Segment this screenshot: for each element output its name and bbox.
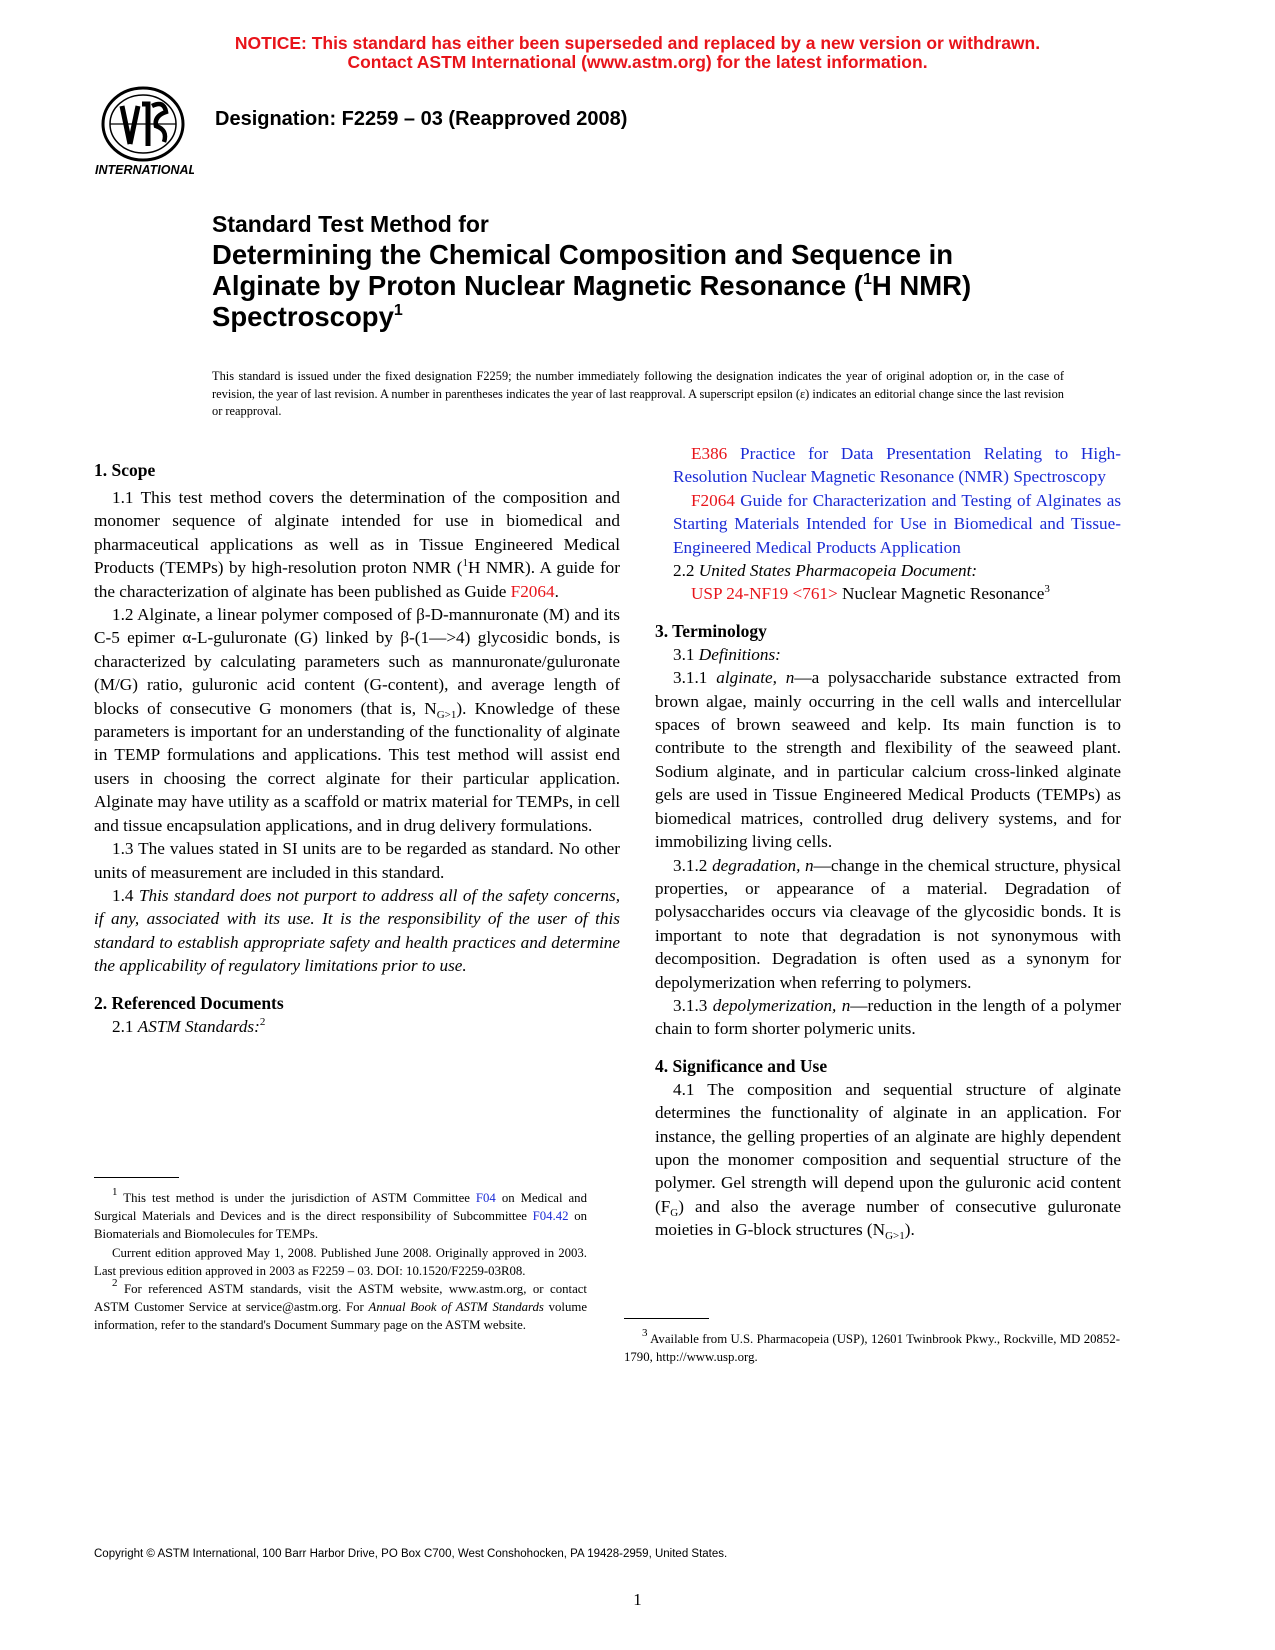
terminology-3-1-num: 3.1 (673, 644, 699, 664)
title-line-3 (212, 301, 1112, 332)
definition-alginate-num: 3.1.1 (673, 668, 717, 688)
scope-1-2-text-2: ). Knowledge of these parameters is important for an understanding of the functionality of alginate in TEMP formulations and applications. This test method will assist end users in choosing the correct alginate for their particular application. Alginate may have utility as a scaffold or matrix material for TEMPs, in cell and tissue encapsulation applications, and in drug delivery formulations. (94, 698, 620, 835)
references-2-1 (94, 1015, 620, 1038)
footnote-3-mark: 3 (642, 1327, 648, 1339)
footnote-1-mark: 1 (112, 1186, 118, 1198)
title-line-1: Determining the Chemical Composition and Sequence in (212, 239, 954, 270)
significance-4-1-text-2: ) and also the average number of consecutive guluronate moieties in G-block structures (N (655, 1196, 1121, 1240)
heading-scope: 1. Scope (94, 460, 156, 480)
footnote-1 (94, 1186, 588, 1244)
significance-4-1-text: 4.1 The composition and sequential structure of alginate determines the functionality of alginate in an application. For instance, the gelling properties of an alginate are highly dependent upon the monomer composition and sequential structure of the polymer. Gel strength will depend upon the guluronic acid content (F (655, 1079, 1121, 1216)
reference-item-f2064 (655, 489, 1121, 559)
title-line-2-pre: Alginate by Proton Nuclear Magnetic Resonance ( (212, 270, 863, 301)
left-column (94, 459, 620, 1038)
title-footnote-ref: 1 (393, 302, 403, 319)
significance-4-1 (655, 1078, 1121, 1242)
footnote-rule-left (94, 1177, 179, 1178)
notice-banner (0, 34, 1275, 72)
footnote-2-text-a: For referenced ASTM standards, visit the ASTM website, www.astm.org, or contact ASTM Customer Service at service@astm.org. For (94, 1282, 587, 1315)
issued-note: This standard is issued under the fixed designation F2259; the number immediately following the designation indicates the year of original adoption or, in the case of revision, the year of last revision. A number in parentheses indicates the year of last reapproval. A superscript epsilon (ε) indicates an editorial change since the last revision or reapproval. (212, 369, 1064, 418)
footnote-2 (94, 1277, 588, 1335)
reference-item-e386 (655, 442, 1121, 489)
footnote-2-mark: 2 (112, 1277, 118, 1290)
right-column (655, 442, 1121, 1242)
reference-item-usp (655, 582, 1121, 605)
title-line-2 (212, 270, 1112, 301)
designation: Designation: F2259 – 03 (Reapproved 2008) (215, 108, 628, 130)
definition-alginate-term: alginate, n (716, 668, 795, 688)
scope-1-1-text-2: H NMR). A guide for the characterization of alginate has been published as Guide (94, 558, 620, 601)
scope-1-1-end: . (554, 581, 559, 601)
references-2-1-num: 2.1 (112, 1016, 138, 1036)
footnote-1-text-b: on Medical and Surgical Materials and Devices and is the direct responsibility of Subcommittee (94, 1191, 587, 1224)
scope-1-2 (94, 603, 620, 837)
scope-1-4-num: 1.4 (112, 885, 139, 905)
notice-line-1: NOTICE: This standard has either been superseded and replaced by a new version or withdrawn. (234, 33, 1041, 53)
document-title (212, 210, 1112, 332)
footnote-2-text-b: volume information, refer to the standard's Document Summary page on the ASTM website. (94, 1300, 588, 1333)
astm-logo-graphic (92, 86, 194, 178)
footnote-3 (624, 1327, 1120, 1366)
footnote-2-italic: Annual Book of ASTM Standards (368, 1300, 544, 1315)
title-line-2-post: H NMR) (871, 270, 972, 301)
scope-1-4 (94, 884, 620, 978)
footnote-3-text: Available from U.S. Pharmacopeia (USP), 12601 Twinbrook Pkwy., Rockville, MD 20852-1790, http://www.usp.org. (624, 1332, 1120, 1365)
scope-1-1-sup: 1 (462, 557, 469, 570)
footnote-rule-right (624, 1318, 709, 1319)
notice-line-2: Contact ASTM International (www.astm.org) for the latest information. (347, 52, 928, 72)
definition-degradation-num: 3.1.2 (673, 855, 713, 875)
title-line-2-sup: 1 (862, 271, 872, 288)
link-e386[interactable]: E386 (691, 444, 728, 463)
definition-depolymerization-term: depolymerization, n (712, 995, 851, 1015)
reference-e386-title[interactable]: Practice for Data Presentation Relating to High-Resolution Nuclear Magnetic Resonance (NMR) Spectroscopy (673, 444, 1122, 487)
heading-referenced-documents: 2. Referenced Documents (94, 992, 284, 1013)
scope-1-1-text: 1.1 This test method covers the determination of the composition and monomer sequence of alginate intended for use in biomedical and pharmaceutical applications as well as in Tissue Engineered Medical Products (TEMPs) by high-resolution proton NMR ( (94, 488, 620, 578)
terminology-3-1 (655, 643, 1121, 666)
definition-depolymerization-num: 3.1.3 (673, 995, 713, 1015)
definition-depolymerization (655, 994, 1121, 1041)
title-line-3-text: Spectroscopy (212, 301, 394, 332)
references-2-2-text: United States Pharmacopeia Document: (698, 561, 978, 581)
heading-significance: 4. Significance and Use (655, 1055, 828, 1076)
link-f04[interactable]: F04 (475, 1191, 496, 1205)
significance-4-1-sub-1: G (670, 1206, 679, 1219)
footnotes-left (94, 1186, 588, 1335)
significance-4-1-end: ). (904, 1220, 915, 1240)
copyright: Copyright © ASTM International, 100 Barr Harbor Drive, PO Box C700, West Conshohocken, PA 19428-2959, United States. (94, 1548, 728, 1560)
logo-text: INTERNATIONAL (95, 163, 194, 177)
scope-1-2-sub: G>1 (436, 708, 457, 721)
scope-1-1 (94, 486, 620, 603)
scope-1-2-text: 1.2 Alginate, a linear polymer composed of β-D-mannuronate (M) and its C-5 epimer α-L-guluronate (G) linked by β-(1—>4) glycosidic bonds, is characterized by calculating parameters such as mannuronate/guluronate (M/G) ratio, guluronic acid content (G-content), and average length of blocks of consecutive G monomers (that is, N (94, 605, 620, 718)
definition-depolymerization-text: —reduction in the length of a polymer chain to form shorter polymeric units. (655, 995, 1121, 1039)
definition-alginate (655, 666, 1121, 853)
definition-degradation (655, 854, 1121, 994)
definition-degradation-term: degradation, n (712, 855, 814, 875)
link-f04-42[interactable]: F04.42 (532, 1209, 569, 1224)
footnote-1-text-c: on Biomaterials and Biomolecules for TEMPs. (94, 1209, 588, 1242)
reference-usp-title: Nuclear Magnetic Resonance (837, 584, 1045, 604)
title-lead: Standard Test Method for (212, 211, 489, 237)
significance-4-1-sub-2: G>1 (885, 1230, 905, 1243)
scope-1-4-text: This standard does not purport to address all of the safety concerns, if any, associated with its use. It is the responsibility of the user of this standard to establish appropriate safety and health practices and determine the applicability of regulatory limitations prior to use. (94, 885, 621, 976)
astm-logo (92, 86, 194, 178)
heading-terminology: 3. Terminology (655, 620, 767, 641)
terminology-3-1-text: Definitions: (698, 644, 781, 664)
references-2-1-text: ASTM Standards: (137, 1016, 260, 1036)
references-2-1-sup: 2 (259, 1015, 266, 1028)
definition-degradation-text: —change in the chemical structure, physical properties, or appearance of a material. Degradation of polysaccharides occurs via cleavage of the glycosidic bonds. It is important to note that degradation is not synonymous with decomposition. Degradation is often used as a synonym for depolymerization when referring to polymers. (655, 855, 1121, 992)
scope-1-3: 1.3 The values stated in SI units are to be regarded as standard. No other units of measurement are included in this standard. (94, 839, 620, 882)
references-2-2 (655, 559, 1121, 582)
link-usp[interactable]: USP 24-NF19 <761> (691, 584, 838, 604)
link-f2064[interactable]: F2064 (510, 581, 555, 601)
link-f2064-ref[interactable]: F2064 (691, 490, 735, 510)
reference-usp-sup: 3 (1044, 583, 1050, 596)
reference-f2064-title[interactable]: Guide for Characterization and Testing of Alginates as Starting Materials Intended for Use in Biomedical and Tissue-Engineered Medical Products Application (673, 490, 1122, 557)
footnote-1-edition: Current edition approved May 1, 2008. Published June 2008. Originally approved in 2003. Last previous edition approved in 2003 as F2259 – 03. DOI: 10.1520/F2259-03R08. (94, 1245, 587, 1278)
references-2-2-num: 2.2 (673, 561, 699, 581)
footnotes-right (624, 1327, 1120, 1366)
footnote-1-text-a: This test method is under the jurisdiction of ASTM Committee (117, 1191, 476, 1205)
page-number: 1 (633, 1590, 642, 1609)
definition-alginate-text: —a polysaccharide substance extracted from brown algae, mainly occurring in the cell walls and intercellular spaces of brown seaweed and kelp. Its main function is to contribute to the strength and flexibility of the seaweed plant. Sodium alginate, and in particular calcium cross-linked alginate gels are used in Tissue Engineered Medical Products (TEMPs) as biomedical matrices, controlled drug delivery systems, and for immobilizing living cells. (655, 668, 1121, 852)
